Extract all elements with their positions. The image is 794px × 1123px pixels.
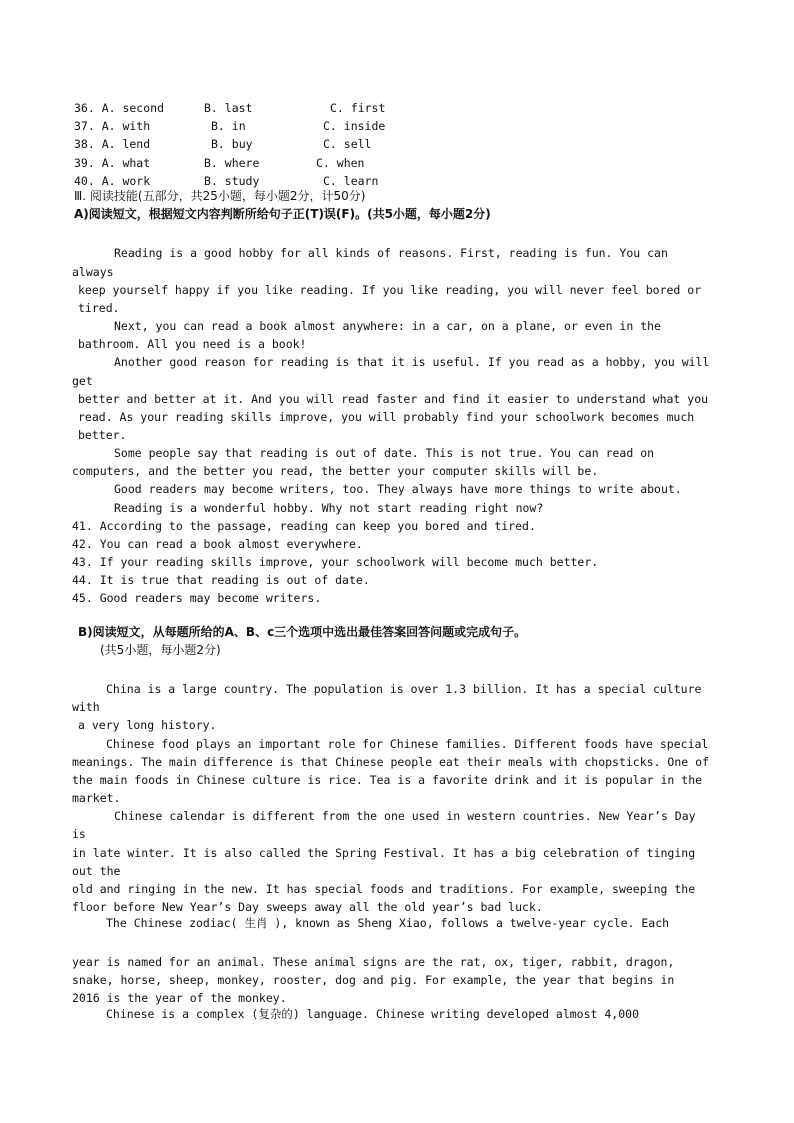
passage-line: read. As your reading skills improve, you will probably find your schoolwork becomes much (78, 410, 695, 424)
passage-line: the main foods in Chinese culture is rice. Tea is a favorite drink and it is popular in the (72, 773, 703, 787)
passage-line: bathroom. All you need is a book! (78, 337, 307, 351)
question-item: 43. If your reading skills improve, your schoolwork will become much better. (72, 555, 599, 569)
passage-line: get (72, 374, 93, 388)
passage-line: with (72, 700, 100, 714)
choice-a: 40. A. work (74, 174, 151, 188)
choice-b: B. in (211, 119, 246, 133)
passage-line: better. (78, 428, 127, 442)
passage-line: Reading is a wonderful hobby. Why not start reading right now? (114, 501, 544, 515)
question-item: 44. It is true that reading is out of date. (72, 573, 370, 587)
passage-line: computers, and the better you read, the better your computer skills will be. (72, 464, 599, 478)
choice-b: B. where (204, 156, 260, 170)
passage-line: out the (72, 864, 121, 878)
passage-line: year is named for an animal. These animal signs are the rat, ox, tiger, rabbit, dragon, (72, 955, 675, 969)
choice-c: C. first (330, 101, 386, 115)
passage-line: The Chinese zodiac( 生肖 ), known as Sheng Xiao, follows a twelve-year cycle. Each (106, 916, 670, 930)
passage-line: is (72, 827, 86, 841)
passage-line: China is a large country. The population is over 1.3 billion. It has a special culture (106, 682, 702, 696)
passage-line: market. (72, 791, 121, 805)
passage-line: Reading is a good hobby for all kinds of reasons. First, reading is fun. You can (114, 246, 668, 260)
passage-line: better and better at it. And you will read faster and find it easier to understand what you (78, 392, 709, 406)
passage-line: old and ringing in the new. It has special foods and traditions. For example, sweeping the (72, 882, 696, 896)
choice-c: C. when (316, 156, 365, 170)
passage-line: snake, horse, sheep, monkey, rooster, dog and pig. For example, the year that begins in (72, 973, 675, 987)
passage-line: 2016 is the year of the monkey. (72, 991, 287, 1005)
part-b-heading: B)阅读短文，从每题所给的A、B、c三个选项中选出最佳答案回答问题或完成句子。 (78, 625, 527, 639)
choice-b: B. study (204, 174, 260, 188)
passage-line: Good readers may become writers, too. They always have more things to write about. (114, 482, 682, 496)
choice-c: C. inside (323, 119, 386, 133)
choice-a: 38. A. lend (74, 137, 151, 151)
choice-b: B. buy (211, 137, 253, 151)
passage-line: a very long history. (78, 718, 217, 732)
passage-line: keep yourself happy if you like reading. If you like reading, you will never feel bored or (78, 283, 702, 297)
passage-line: always (72, 265, 114, 279)
choice-b: B. last (204, 101, 253, 115)
passage-line: meanings. The main difference is that Chinese people eat their meals with chopsticks. One of (72, 755, 709, 769)
part-a-heading: A)阅读短文，根据短文内容判断所给句子正(T)误(F)。(共5小题，每小题2分) (74, 207, 491, 221)
section-heading: Ⅲ. 阅读技能(五部分，共25小题，每小题2分，计50分) (74, 189, 366, 203)
passage-line: Chinese food plays an important role for Chinese families. Different foods have special (106, 737, 709, 751)
passage-line: Some people say that reading is out of date. This is not true. You can read on (114, 446, 655, 460)
passage-line: floor before New Year’s Day sweeps away all the old year’s bad luck. (72, 900, 543, 914)
passage-line: Chinese calendar is different from the one used in western countries. New Year’s Day (114, 809, 696, 823)
passage-line: Another good reason for reading is that it is useful. If you read as a hobby, you will (114, 355, 710, 369)
passage-line: tired. (78, 301, 120, 315)
choice-a: 39. A. what (74, 156, 151, 170)
choice-a: 37. A. with (74, 119, 151, 133)
part-b-subheading: (共5小题，每小题2分) (100, 643, 221, 657)
choice-a: 36. A. second (74, 101, 165, 115)
question-item: 41. According to the passage, reading can keep you bored and tired. (72, 519, 536, 533)
passage-line: Next, you can read a book almost anywhere: in a car, on a plane, or even in the (114, 319, 661, 333)
choice-c: C. learn (323, 174, 379, 188)
passage-line: in late winter. It is also called the Spring Festival. It has a big celebration of tinging (72, 846, 696, 860)
question-item: 45. Good readers may become writers. (72, 591, 322, 605)
choice-c: C. sell (323, 137, 372, 151)
passage-line: Chinese is a complex (复杂的) language. Chinese writing developed almost 4,000 (106, 1007, 639, 1021)
question-item: 42. You can read a book almost everywhere. (72, 537, 363, 551)
